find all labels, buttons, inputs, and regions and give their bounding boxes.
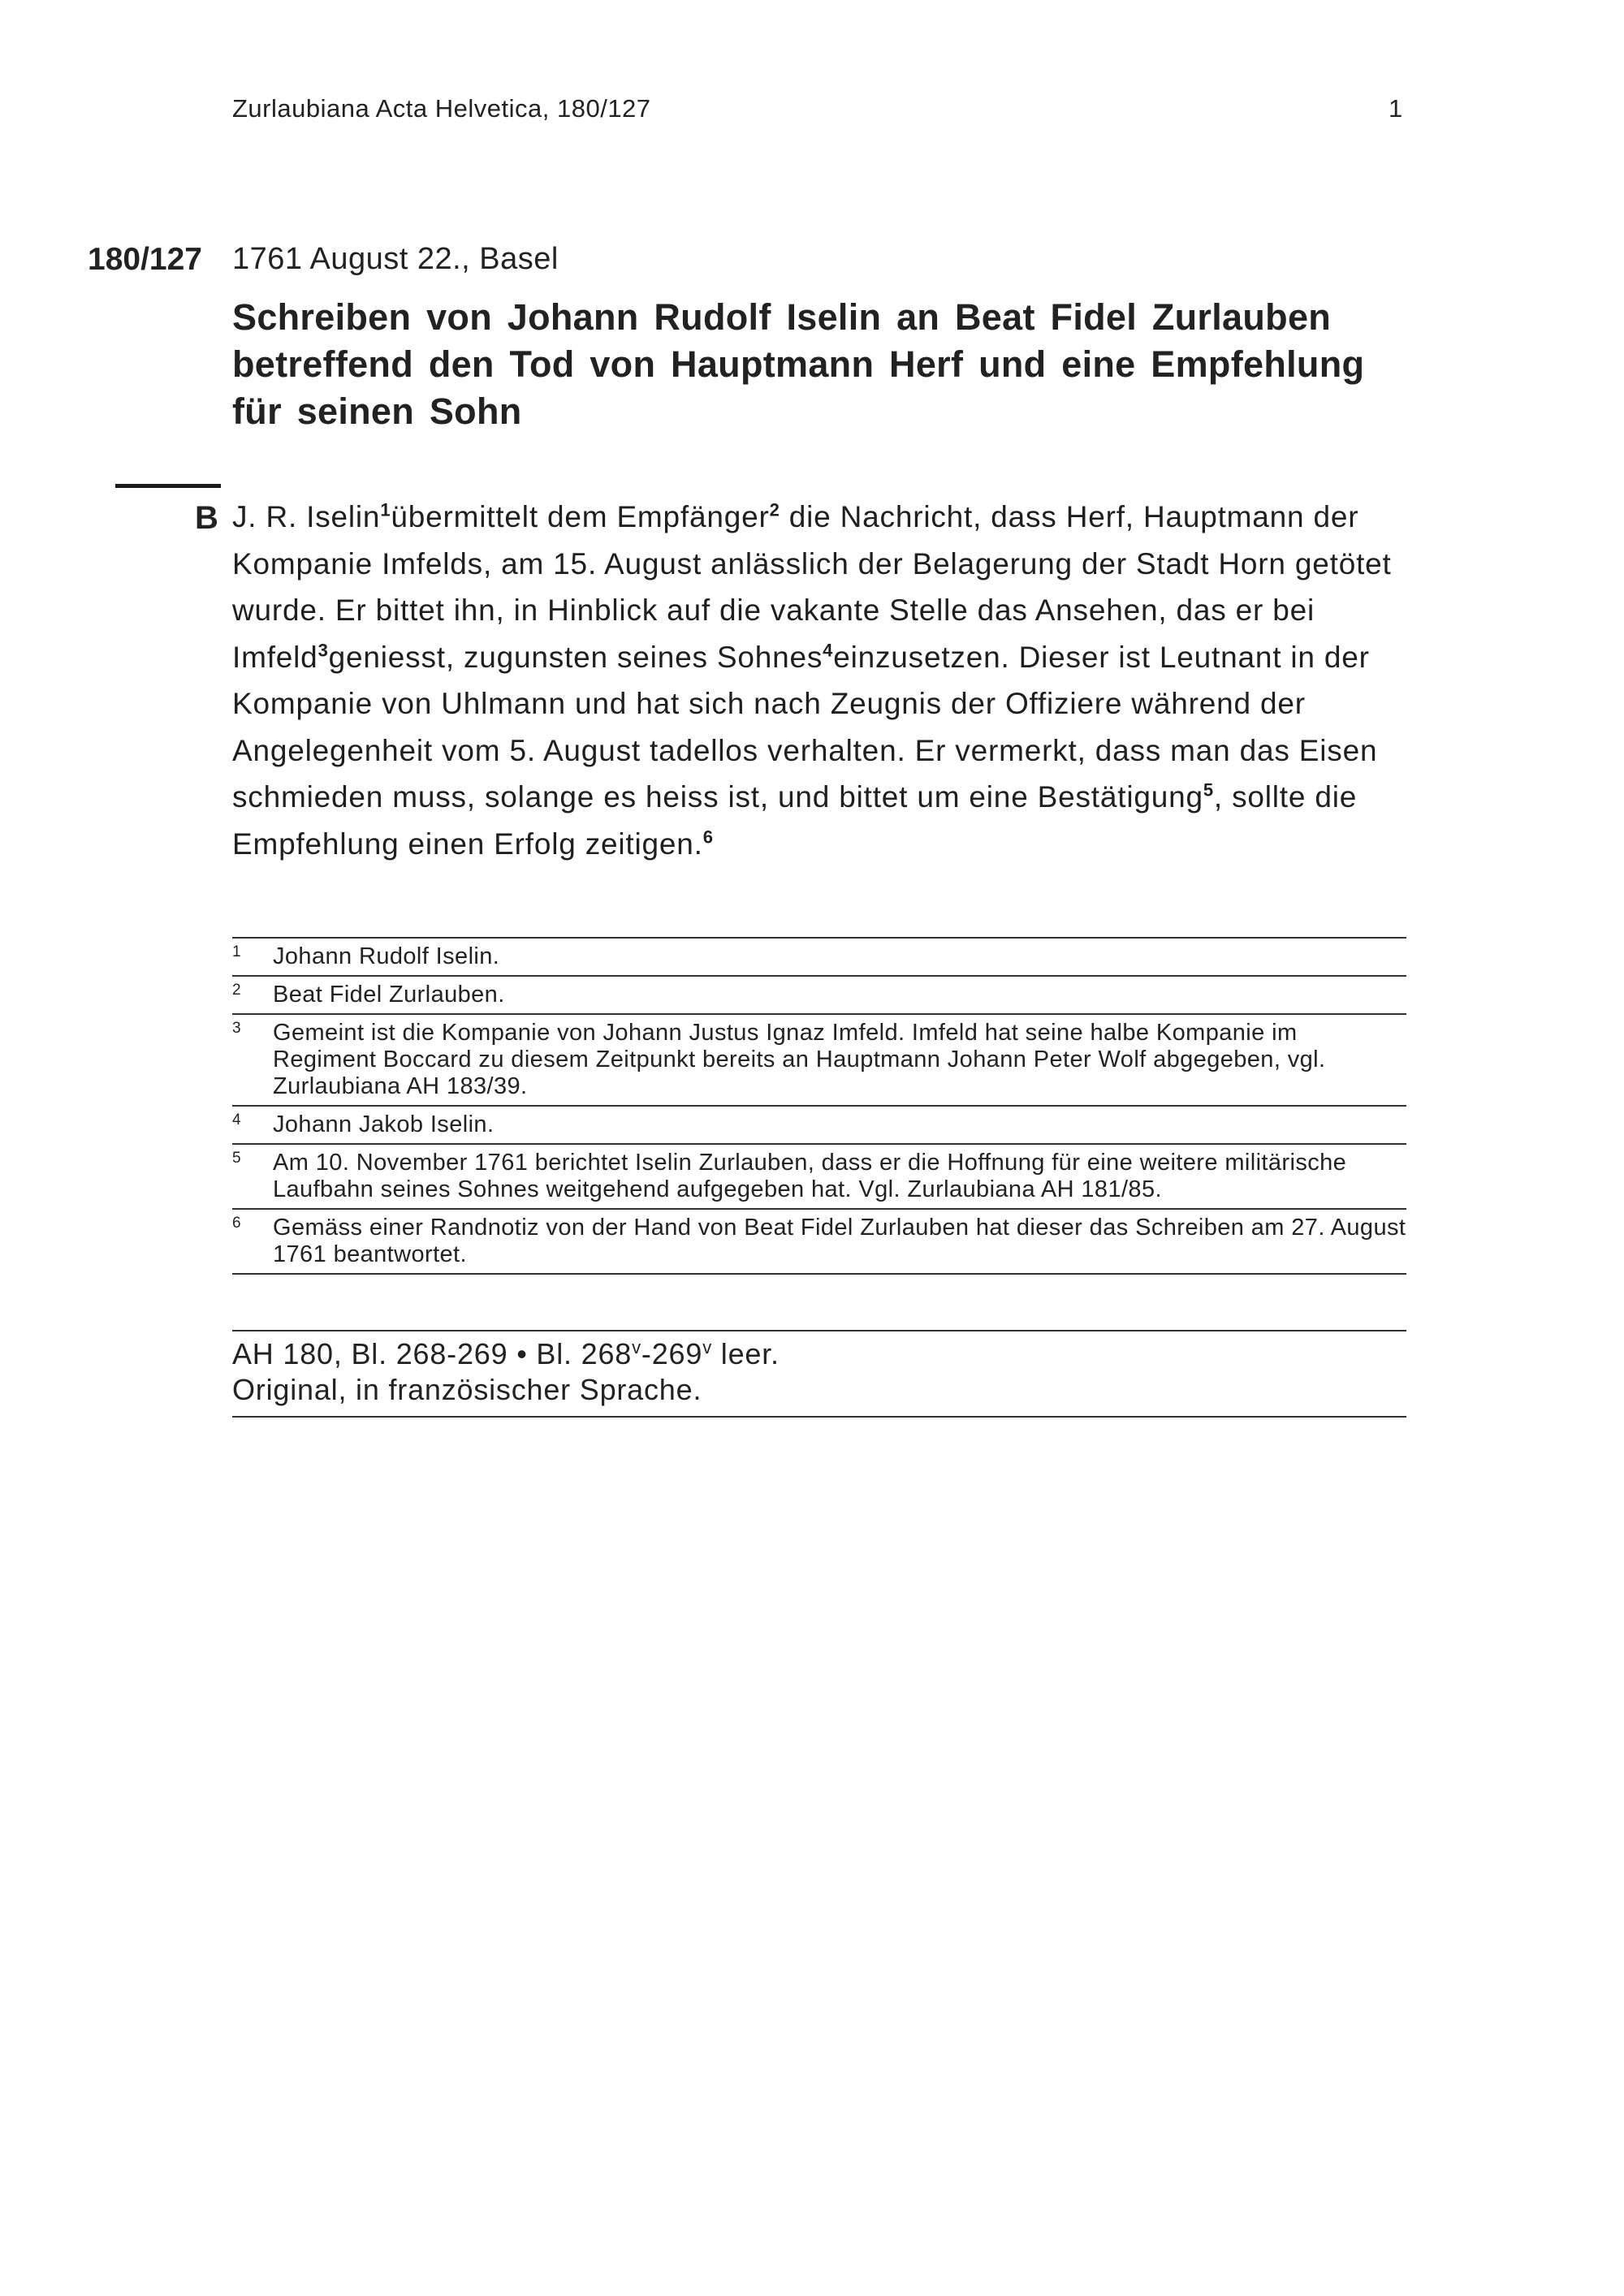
- verso-mark: v: [632, 1337, 641, 1357]
- source-language: Original, in französischer Sprache.: [232, 1373, 702, 1406]
- verso-mark: v: [702, 1337, 712, 1357]
- abstract-text: geniesst, zugunsten seines Sohnes: [328, 640, 823, 674]
- source-text: leer.: [712, 1337, 780, 1370]
- document-date-place: 1761 August 22., Basel: [232, 242, 559, 276]
- footnote-text: Am 10. November 1761 berichtet Iselin Zurlauben, dass er die Hoffnung für eine weitere militärische Laufbahn seines Sohnes weitgehend aufgegeben hat. Vgl. Zurlaubiana AH 181/85.: [273, 1150, 1347, 1202]
- footnote-text: Beat Fidel Zurlauben.: [273, 982, 505, 1008]
- source-shelfmark: [232, 1336, 1406, 1372]
- abstract-text: J. R. Iselin: [232, 500, 381, 533]
- abstract-text: , sollte die Empfehlung einen Erfolg zeitigen.: [232, 780, 1358, 861]
- footnote-text: Gemäss einer Randnotiz von der Hand von Beat Fidel Zurlauben hat dieser das Schreiben am 27. August 1761 beantwortet.: [273, 1215, 1406, 1267]
- footnote-number: 6: [232, 1215, 241, 1232]
- footnotes: [232, 937, 1406, 1275]
- footnote-ref-3[interactable]: 3: [317, 640, 329, 661]
- footnote-text: Gemeint ist die Kompanie von Johann Justus Ignaz Imfeld. Imfeld hat seine halbe Kompanie im Regiment Boccard zu diesem Zeitpunkt bereits an Hauptmann Johann Peter Wolf abgegeben, vgl. Zurlaubiana AH 183/39.: [273, 1020, 1326, 1099]
- footnote-ref-5[interactable]: 5: [1203, 779, 1214, 801]
- page-number: 1: [1389, 94, 1403, 123]
- abstract-paragraph: [232, 494, 1418, 867]
- footnote-ref-6[interactable]: 6: [702, 826, 714, 848]
- abstract-text: die Nachricht, dass Herf, Hauptmann der Kompanie Imfelds, am 15. August anlässlich der Belagerung der Stadt Horn getötet wurde. Er bittet ihn, in Hinblick auf die vakante Stelle das Ansehen, das er bei Imfeld: [232, 500, 1392, 674]
- footnote: [232, 1015, 1406, 1107]
- document-title: Schreiben von Johann Rudolf Iselin an Beat Fidel Zurlauben betreffend den Tod von Hauptmann Herf und eine Empfehlung für seinen Sohn: [232, 296, 1365, 432]
- footnote-number: 2: [232, 982, 241, 999]
- footnote: [232, 1107, 1406, 1145]
- footnote-text: Johann Jakob Iselin.: [273, 1111, 495, 1137]
- section-letter: B: [195, 500, 218, 536]
- footnote-number: 4: [232, 1111, 241, 1129]
- document-number: 180/127: [88, 242, 202, 277]
- footnote-ref-2[interactable]: 2: [769, 499, 780, 520]
- footnote-ref-4[interactable]: 4: [823, 640, 834, 661]
- source-text: -269: [641, 1337, 703, 1370]
- footnote: [232, 1145, 1406, 1210]
- abstract-text: einzusetzen. Dieser ist Leutnant in der Kompanie von Uhlmann und hat sich nach Zeugnis der Offiziere während der Angelegenheit vom 5. August tadellos verhalten. Er vermerkt, dass man das Eisen schmieden muss, solange es heiss ist, und bittet um eine Bestätigung: [232, 640, 1378, 814]
- abstract-text: übermittelt dem Empfänger: [391, 500, 770, 533]
- footnote-number: 3: [232, 1020, 241, 1037]
- footnote-ref-1[interactable]: 1: [380, 499, 391, 520]
- footnote: [232, 977, 1406, 1015]
- running-head: Zurlaubiana Acta Helvetica, 180/127: [232, 94, 651, 123]
- source-block: [232, 1330, 1406, 1418]
- source-text: AH 180, Bl. 268-269 • Bl. 268: [232, 1337, 633, 1370]
- footnote-text: Johann Rudolf Iselin.: [273, 943, 500, 969]
- margin-rule: [115, 484, 221, 488]
- footnote-number: 1: [232, 943, 241, 960]
- footnote: [232, 1210, 1406, 1275]
- footnote-number: 5: [232, 1150, 241, 1167]
- footnote: [232, 939, 1406, 977]
